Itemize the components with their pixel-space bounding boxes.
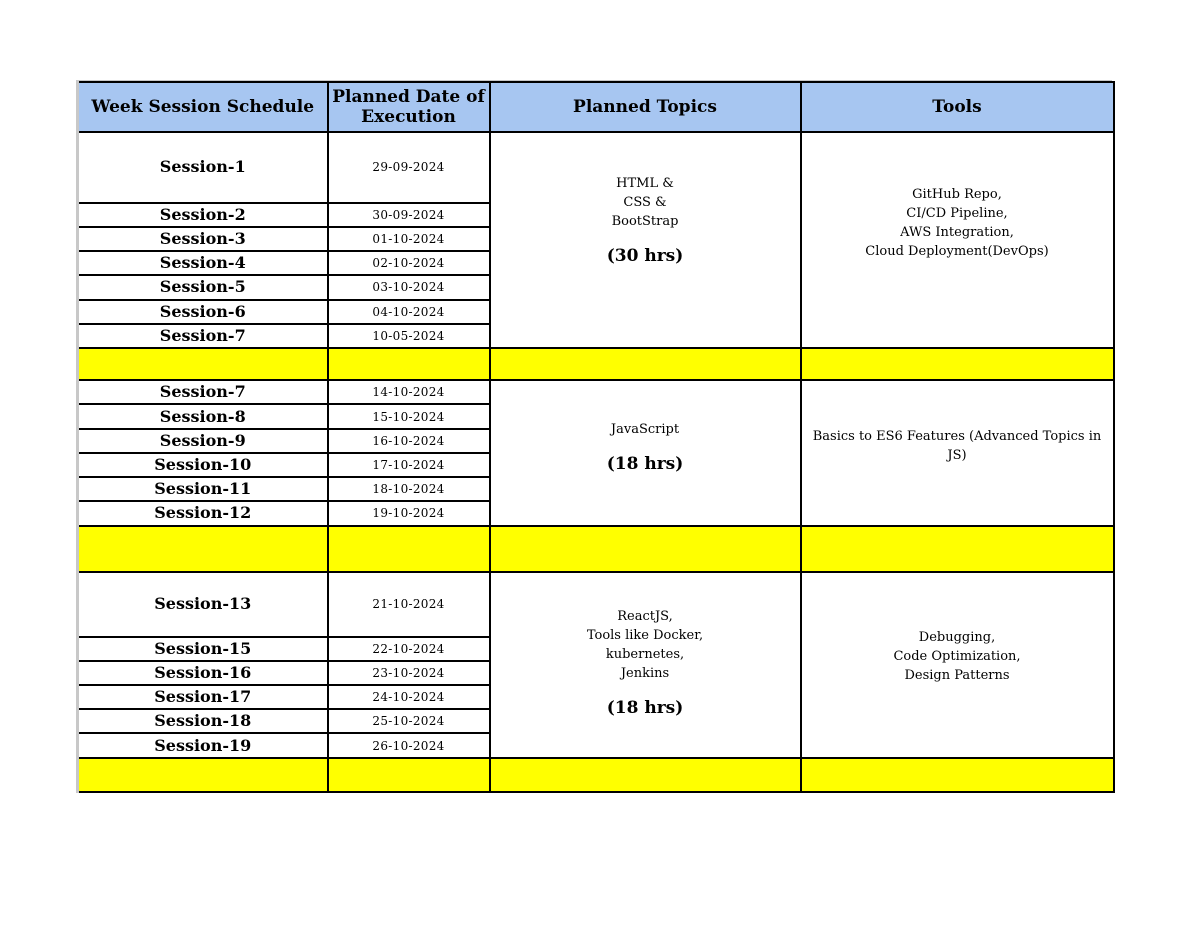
header-row: [78, 82, 1114, 132]
session-label: Session-7: [78, 380, 328, 404]
session-date: 26-10-2024: [328, 733, 490, 757]
tool-line: CI/CD Pipeline,: [906, 205, 1008, 221]
schedule-body: [78, 132, 1114, 792]
tool-line: GitHub Repo,: [912, 186, 1002, 202]
topic-line: CSS &: [623, 194, 667, 210]
session-schedule-table: [76, 81, 1115, 793]
session-label: Session-15: [78, 637, 328, 661]
session-label: Session-17: [78, 685, 328, 709]
separator-cell: [328, 348, 490, 380]
separator-cell: [328, 758, 490, 792]
session-date: 01-10-2024: [328, 227, 490, 251]
tools-cell: [801, 572, 1114, 758]
session-date: 24-10-2024: [328, 685, 490, 709]
tools-cell: [801, 380, 1114, 525]
table-row: [78, 132, 1114, 203]
separator-row: [78, 758, 1114, 792]
session-date: 02-10-2024: [328, 251, 490, 275]
session-date: 30-09-2024: [328, 203, 490, 227]
session-label: Session-3: [78, 227, 328, 251]
topic-hours: (30 hrs): [606, 245, 684, 266]
separator-cell: [801, 526, 1114, 572]
topic-line: ReactJS,: [617, 609, 673, 625]
tool-line: AWS Integration,: [900, 224, 1014, 240]
planned-topics-cell: [490, 380, 801, 525]
tool-line: Basics to ES6 Features (Advanced Topics in JS): [812, 428, 1102, 463]
header-week-session-schedule: Week Session Schedule: [78, 82, 328, 132]
session-date: 22-10-2024: [328, 637, 490, 661]
topic-line: BootStrap: [611, 213, 679, 229]
separator-cell: [328, 526, 490, 572]
separator-cell: [490, 348, 801, 380]
session-label: Session-11: [78, 477, 328, 501]
separator-cell: [490, 526, 801, 572]
separator-cell: [490, 758, 801, 792]
tool-line: Code Optimization,: [893, 649, 1021, 665]
session-date: 03-10-2024: [328, 275, 490, 299]
session-date: 10-05-2024: [328, 324, 490, 348]
session-label: Session-8: [78, 404, 328, 428]
topic-hours: (18 hrs): [606, 453, 684, 474]
topic-line: JavaScript: [610, 421, 680, 437]
planned-topics-cell: [490, 132, 801, 348]
session-label: Session-1: [78, 132, 328, 203]
separator-cell: [78, 348, 328, 380]
separator-row: [78, 526, 1114, 572]
header-tools: Tools: [801, 82, 1114, 132]
topic-hours: (18 hrs): [606, 698, 684, 719]
tool-line: Debugging,: [918, 630, 996, 646]
session-label: Session-5: [78, 275, 328, 299]
session-date: 21-10-2024: [328, 572, 490, 637]
session-date: 17-10-2024: [328, 453, 490, 477]
session-date: 23-10-2024: [328, 661, 490, 685]
header-planned-date: Planned Date of Execution: [328, 82, 490, 132]
session-date: 14-10-2024: [328, 380, 490, 404]
session-date: 29-09-2024: [328, 132, 490, 203]
topic-line: Tools like Docker,: [586, 628, 704, 644]
session-label: Session-9: [78, 429, 328, 453]
tool-line: Cloud Deployment(DevOps): [865, 243, 1049, 259]
session-label: Session-16: [78, 661, 328, 685]
session-date: 16-10-2024: [328, 429, 490, 453]
tool-line: Design Patterns: [904, 668, 1010, 684]
topic-line: kubernetes,: [605, 647, 685, 663]
session-label: Session-10: [78, 453, 328, 477]
separator-row: [78, 348, 1114, 380]
session-label: Session-6: [78, 300, 328, 324]
session-label: Session-12: [78, 501, 328, 525]
session-label: Session-13: [78, 572, 328, 637]
session-label: Session-18: [78, 709, 328, 733]
separator-cell: [801, 758, 1114, 792]
table-row: [78, 380, 1114, 404]
session-label: Session-4: [78, 251, 328, 275]
session-date: 19-10-2024: [328, 501, 490, 525]
header-planned-topics: Planned Topics: [490, 82, 801, 132]
session-date: 25-10-2024: [328, 709, 490, 733]
topic-line: HTML &: [616, 175, 674, 191]
separator-cell: [78, 526, 328, 572]
session-date: 15-10-2024: [328, 404, 490, 428]
session-label: Session-2: [78, 203, 328, 227]
session-label: Session-7: [78, 324, 328, 348]
session-date: 04-10-2024: [328, 300, 490, 324]
separator-cell: [78, 758, 328, 792]
session-label: Session-19: [78, 733, 328, 757]
topic-line: Jenkins: [620, 666, 670, 682]
tools-cell: [801, 132, 1114, 348]
table-row: [78, 572, 1114, 637]
separator-cell: [801, 348, 1114, 380]
planned-topics-cell: [490, 572, 801, 758]
session-date: 18-10-2024: [328, 477, 490, 501]
